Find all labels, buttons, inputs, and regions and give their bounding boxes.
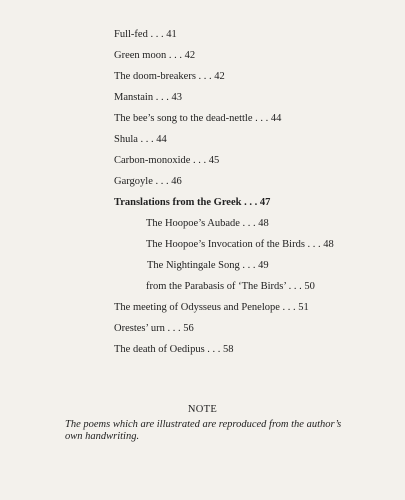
toc-entry-hoopoe-invocation: The Hoopoe’s Invocation of the Birds . . . 48 [146, 239, 334, 250]
toc-section-translations: Translations from the Greek . . . 47 [114, 197, 271, 208]
toc-entry-full-fed: Full-fed . . . 41 [114, 29, 177, 40]
toc-entry-green-moon: Green moon . . . 42 [114, 50, 196, 61]
toc-entry-manstain: Manstain . . . 43 [114, 92, 182, 103]
toc-entry-gargoyle: Gargoyle . . . 46 [114, 176, 182, 187]
toc-entry-orestes-urn: Orestes’ urn . . . 56 [114, 323, 194, 334]
toc-entry-parabasis: from the Parabasis of ‘The Birds’ . . . 50 [146, 281, 315, 292]
note-text: The poems which are illustrated are reproduced from the author’s own handwriting. [65, 419, 342, 442]
toc-entry-bees-song: The bee’s song to the dead-nettle . . . 44 [114, 113, 282, 124]
toc-entry-nightingale-song: The Nightingale Song . . . 49 [147, 260, 269, 271]
toc-entry-death-of-oedipus: The death of Oedipus . . . 58 [114, 344, 234, 355]
note-heading: NOTE [187, 404, 218, 415]
toc-entry-odysseus-penelope: The meeting of Odysseus and Penelope . . . 51 [114, 302, 309, 313]
toc-entry-carbon-monoxide: Carbon-monoxide . . . 45 [114, 155, 220, 166]
toc-entry-doom-breakers: The doom-breakers . . . 42 [114, 71, 225, 82]
toc-entry-hoopoe-aubade: The Hoopoe’s Aubade . . . 48 [146, 218, 269, 229]
toc-entry-shula: Shula . . . 44 [114, 134, 167, 145]
